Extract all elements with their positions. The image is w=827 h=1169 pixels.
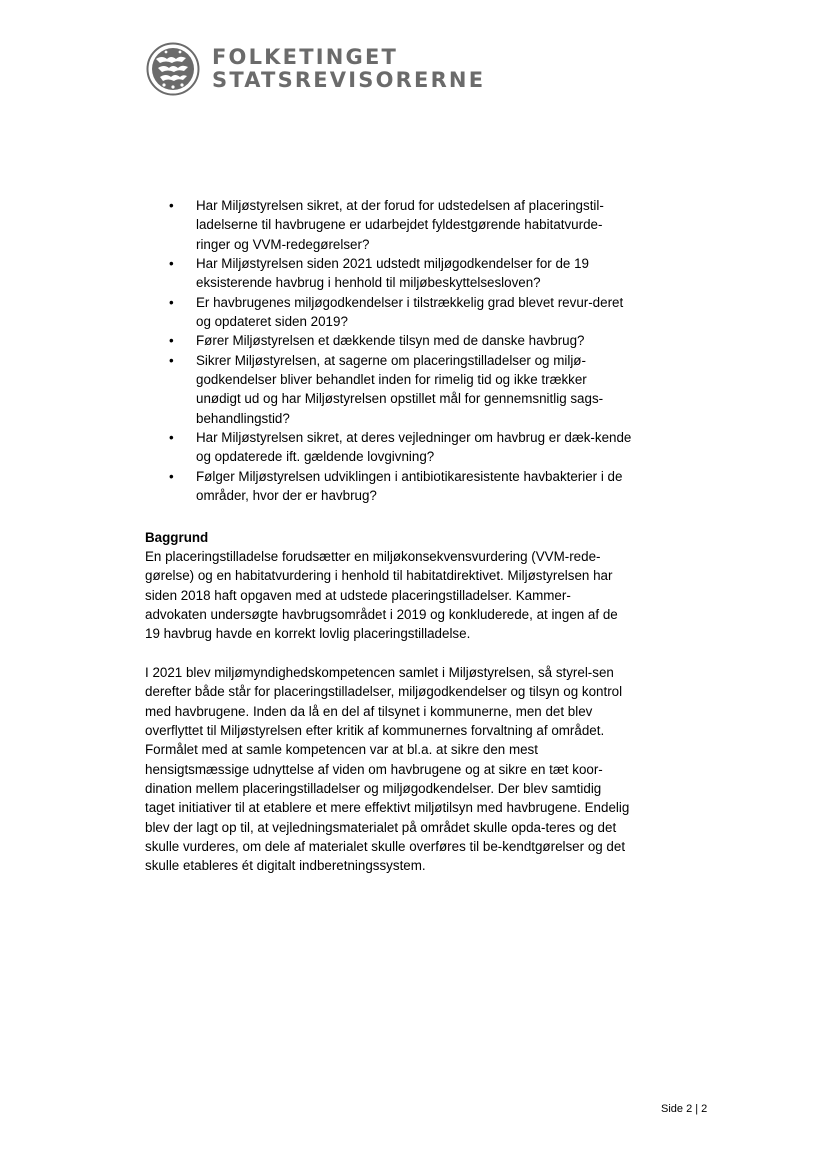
organization-name (212, 46, 485, 92)
list-item: • Følger Miljøstyrelsen udviklingen i antibiotikaresistente havbakterier i de områder, hvor der er havbrug? (145, 467, 632, 506)
page-number: Side 2 | 2 (661, 1103, 708, 1115)
list-item: • Har Miljøstyrelsen sikret, at deres vejledninger om havbrug er dæk-kende og opdaterede ift. gældende lovgivning? (145, 428, 632, 467)
folketinget-seal-icon (146, 42, 200, 96)
paragraph: En placeringstilladelse forudsætter en miljøkonsekvensvurdering (VVM-rede-gørelse) og en habitatvurdering i henhold til habitatdirektivet. Miljøstyrelsen har siden 2018 haft opgaven med at udstede placeringstilladelser. Kammer-advokaten undersøgte havbrugsområdet i 2019 og konkluderede, at ingen af de 19 havbrug havde en korrekt lovlig placeringstilladelse. (145, 548, 618, 642)
org-line-2: STATSREVISORERNE (212, 68, 486, 92)
list-item: • Har Miljøstyrelsen siden 2021 udstedt miljøgodkendelser for de 19 eksisterende havbrug i henhold til miljøbeskyttelsesloven? (145, 254, 632, 293)
section-heading: Baggrund (145, 529, 209, 545)
question-list (145, 196, 632, 506)
list-item: • Fører Miljøstyrelsen et dækkende tilsyn med de danske havbrug? (145, 331, 632, 350)
list-item: • Sikrer Miljøstyrelsen, at sagerne om placeringstilladelser og miljø-godkendelser bliver behandlet inden for rimelig tid og ikke trækker unødigt ud og har Miljøstyrelsen opstillet mål for gennemsnitlig sags-behandlingstid? (145, 351, 632, 428)
list-item: • Har Miljøstyrelsen sikret, at der forud for udstedelsen af placeringstil-ladelserne til havbrugene er udarbejdet fyldestgørende habitatvurde-ringer og VVM-redegørelser? (145, 196, 632, 254)
letterhead (146, 40, 485, 98)
paragraph: I 2021 blev miljømyndighedskompetencen samlet i Miljøstyrelsen, så styrel-sen derefter både står for placeringstilladelser, miljøgodkendelser og tilsyn og kontrol med havbrugene. Inden da lå en del af tilsynet i kommunerne, men det blev overflyttet til Miljøstyrelsen efter kritik af kommunernes forvaltning af området. Formålet med at samle kompetencen var at bl.a. at sikre den mest hensigtsmæssige udnyttelse af viden om havbrugene og at sikre en tæt koor-dination mellem placeringstilladelser og miljøgodkendelser. Der blev samtidig taget initiativer til at etablere et mere effektivt miljøtilsyn med havbrugene. Endelig blev der lagt op til, at vejledningsmaterialet på området skulle opda-teres og det skulle vurderes, om dele af materialet skulle overføres til be-kendtgørelser og det skulle etableres ét digitalt indberetningssystem. (145, 664, 630, 874)
list-item: • Er havbrugenes miljøgodkendelser i tilstrækkelig grad blevet revur-deret og opdateret siden 2019? (145, 293, 632, 332)
org-line-1: FOLKETINGET (212, 45, 399, 69)
document-body (145, 196, 632, 876)
